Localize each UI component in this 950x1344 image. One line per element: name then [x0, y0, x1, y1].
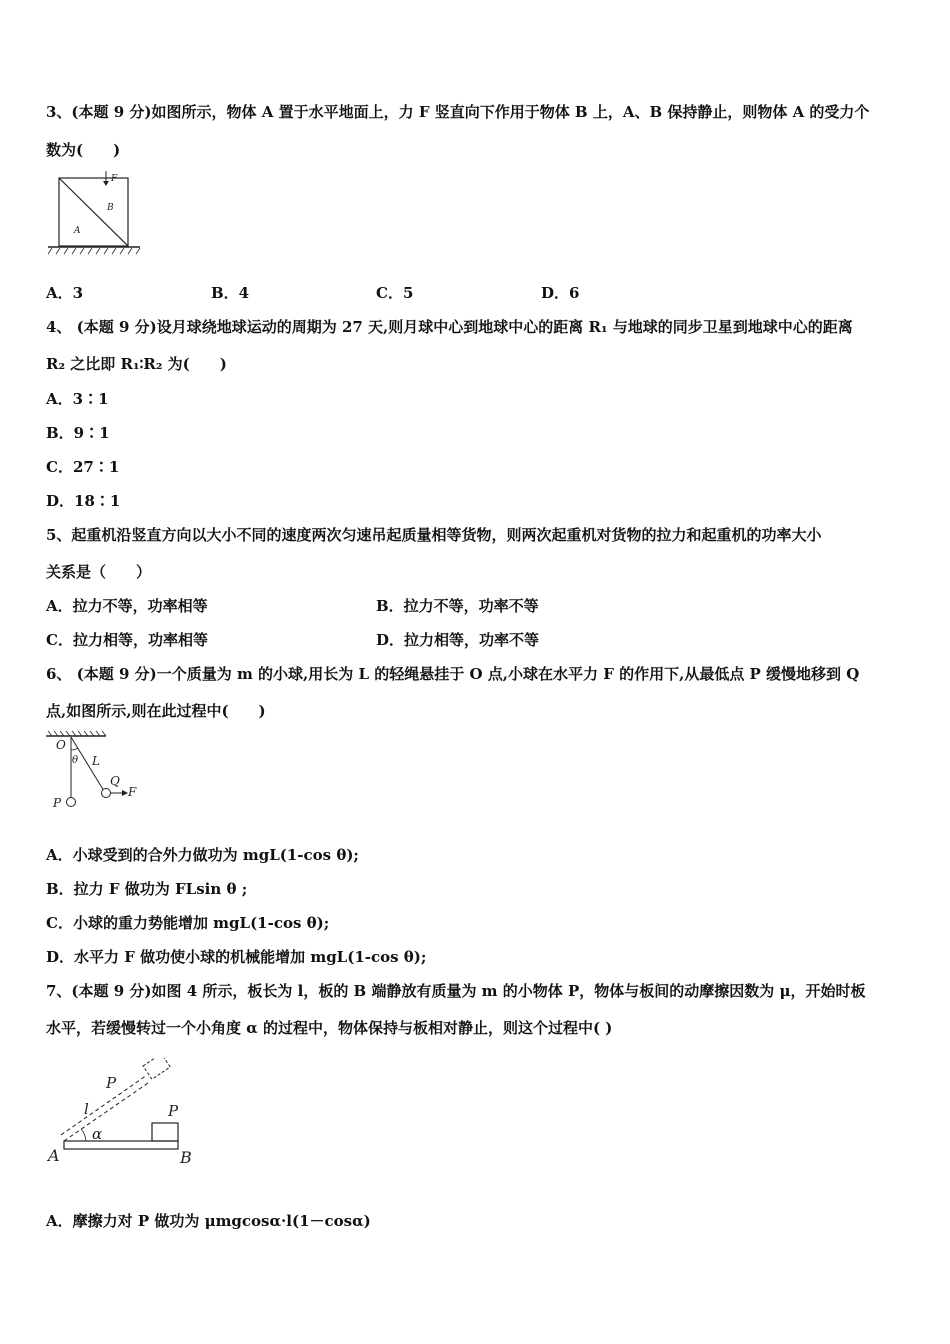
q6-fig-label-p: P [53, 796, 62, 810]
q3-option-c[interactable]: C．5 [376, 284, 414, 302]
q7-fig-label-l: l [84, 1100, 89, 1118]
q6-option-a[interactable]: A．小球受到的合外力做功为 mgL(1-cos θ); [46, 846, 359, 864]
q7-fig-label-p-top: P [106, 1074, 117, 1092]
q6-fig-label-theta: θ [72, 755, 79, 766]
q4-stem-line2: R₂ 之比即 R₁∶R₂ 为( ) [46, 355, 227, 373]
q6-option-b[interactable]: B．拉力 F 做功为 FLsin θ ; [46, 880, 248, 898]
q6-fig-label-l: L [92, 754, 100, 768]
q7-figure [44, 1058, 200, 1170]
q4-option-c[interactable]: C．27∶1 [46, 458, 120, 476]
q7-fig-label-alpha: α [92, 1125, 103, 1143]
q3-option-a[interactable]: A．3 [46, 284, 84, 302]
q3-figure [44, 168, 144, 256]
q5-option-d[interactable]: D．拉力相等，功率不等 [376, 631, 540, 649]
q6-option-d[interactable]: D．水平力 F 做功使小球的机械能增加 mgL(1-cos θ); [46, 948, 427, 966]
q7-stem-line2: 水平，若缓慢转过一个小角度 α 的过程中，物体保持与板相对静止，则这个过程中( ) [46, 1019, 613, 1037]
q7-fig-label-b: B [180, 1148, 192, 1167]
q6-fig-label-o: O [56, 738, 66, 752]
q3-option-d[interactable]: D．6 [541, 284, 580, 302]
q6-figure [44, 730, 144, 814]
q3-fig-label-a: A [74, 226, 81, 236]
q7-fig-label-a: A [48, 1146, 60, 1165]
q5-option-b[interactable]: B．拉力不等，功率不等 [376, 597, 539, 615]
q7-stem-line1: 7、(本题 9 分)如图 4 所示，板长为 l，板的 B 端静放有质量为 m 的小物体 P，物体与板间的动摩擦因数为 μ，开始时板 [46, 982, 866, 1000]
q3-stem-line2: 数为( ) [46, 141, 121, 159]
q5-stem-line2: 关系是（ ） [46, 563, 152, 581]
q4-option-d[interactable]: D．18∶1 [46, 492, 121, 510]
q6-stem-line1: 6、 (本题 9 分)一个质量为 m 的小球,用长为 L 的轻绳悬挂于 O 点,小球在水平力 F 的作用下,从最低点 P 缓慢地移到 Q [46, 665, 860, 683]
q4-stem-line1: 4、 (本题 9 分)设月球绕地球运动的周期为 27 天,则月球中心到地球中心的距离 R₁ 与地球的同步卫星到地球中心的距离 [46, 318, 853, 336]
q3-option-b[interactable]: B．4 [211, 284, 250, 302]
q5-stem-line1: 5、起重机沿竖直方向以大小不同的速度两次匀速吊起质量相等货物，则两次起重机对货物的拉力和起重机的功率大小 [46, 526, 822, 544]
q5-option-a[interactable]: A．拉力不等，功率相等 [46, 597, 208, 615]
q4-option-b[interactable]: B．9∶1 [46, 424, 110, 442]
q4-option-a[interactable]: A．3∶1 [46, 390, 109, 408]
q7-option-a[interactable]: A．摩擦力对 P 做功为 μmgcosα·l(1－cosα) [46, 1212, 371, 1230]
q6-fig-label-q: Q [110, 774, 120, 788]
q3-stem-line1: 3、(本题 9 分)如图所示，物体 A 置于水平地面上，力 F 竖直向下作用于物体 B 上，A、B 保持静止，则物体 A 的受力个 [46, 103, 870, 121]
q3-fig-label-b: B [107, 203, 114, 213]
q6-fig-label-f: F [128, 785, 137, 799]
q7-fig-label-p: P [168, 1102, 179, 1120]
q5-option-c[interactable]: C．拉力相等，功率相等 [46, 631, 208, 649]
q3-fig-label-f: F [111, 174, 118, 184]
q6-option-c[interactable]: C．小球的重力势能增加 mgL(1-cos θ); [46, 914, 330, 932]
q6-stem-line2: 点,如图所示,则在此过程中( ) [46, 702, 266, 720]
